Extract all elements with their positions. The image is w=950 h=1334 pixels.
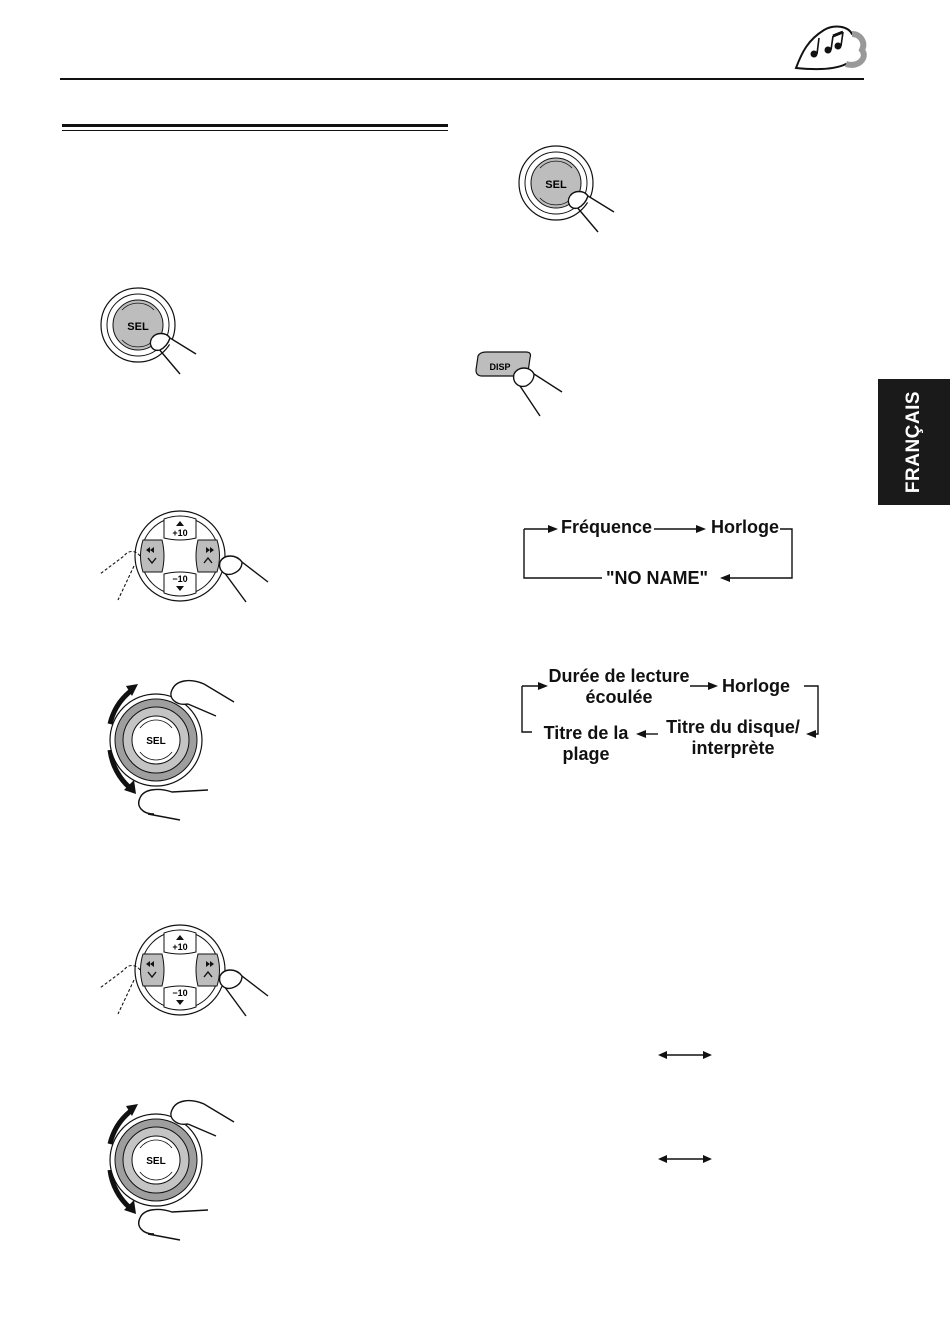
- cd-step-track-title-line1: Titre de la: [543, 723, 629, 743]
- plus10-label: +10: [172, 942, 188, 952]
- cd-step-disc-title: [664, 717, 802, 759]
- cd-step-disc-title-line1: Titre du disque/: [666, 717, 800, 737]
- language-tab-label: FRANÇAIS: [903, 390, 924, 494]
- radio-step-frequency: Fréquence: [561, 517, 653, 537]
- language-tab: [878, 379, 950, 505]
- radio-step-clock: Horloge: [711, 517, 780, 537]
- cd-step-disc-title-line2: interprète: [691, 738, 775, 758]
- sel-label: SEL: [146, 1156, 166, 1167]
- music-notes-icon: [790, 22, 870, 72]
- plus10-label: +10: [172, 528, 188, 538]
- cd-step-track-title-line2: plage: [562, 744, 610, 764]
- cd-step-elapsed-line1: Durée de lecture: [548, 666, 690, 686]
- rotary-dial-illustration: [96, 676, 236, 820]
- section-rule-thin: [62, 130, 448, 131]
- sel-button-illustration-2: [516, 146, 626, 238]
- skip-control-illustration-2: [96, 920, 276, 1020]
- disp-button-illustration: [474, 348, 574, 420]
- cd-step-clock: Horloge: [722, 676, 791, 696]
- radio-step-noname: "NO NAME": [606, 568, 709, 588]
- cd-step-track-title: [538, 723, 634, 765]
- cd-step-elapsed: [548, 666, 690, 708]
- sel-button-illustration: [98, 288, 208, 380]
- rotary-dial-illustration-2: [96, 1096, 236, 1240]
- sel-label: SEL: [545, 179, 567, 191]
- double-arrow-icon: [656, 1048, 714, 1062]
- skip-control-illustration: [96, 506, 276, 606]
- minus10-label: −10: [172, 574, 188, 584]
- disp-label: DISP: [489, 362, 511, 372]
- header-rule: [60, 78, 864, 80]
- cd-step-elapsed-line2: écoulée: [585, 687, 653, 707]
- double-arrow-icon: [656, 1152, 714, 1166]
- sel-label: SEL: [127, 321, 149, 333]
- minus10-label: −10: [172, 988, 188, 998]
- sel-label: SEL: [146, 736, 166, 747]
- section-rule: [62, 124, 448, 127]
